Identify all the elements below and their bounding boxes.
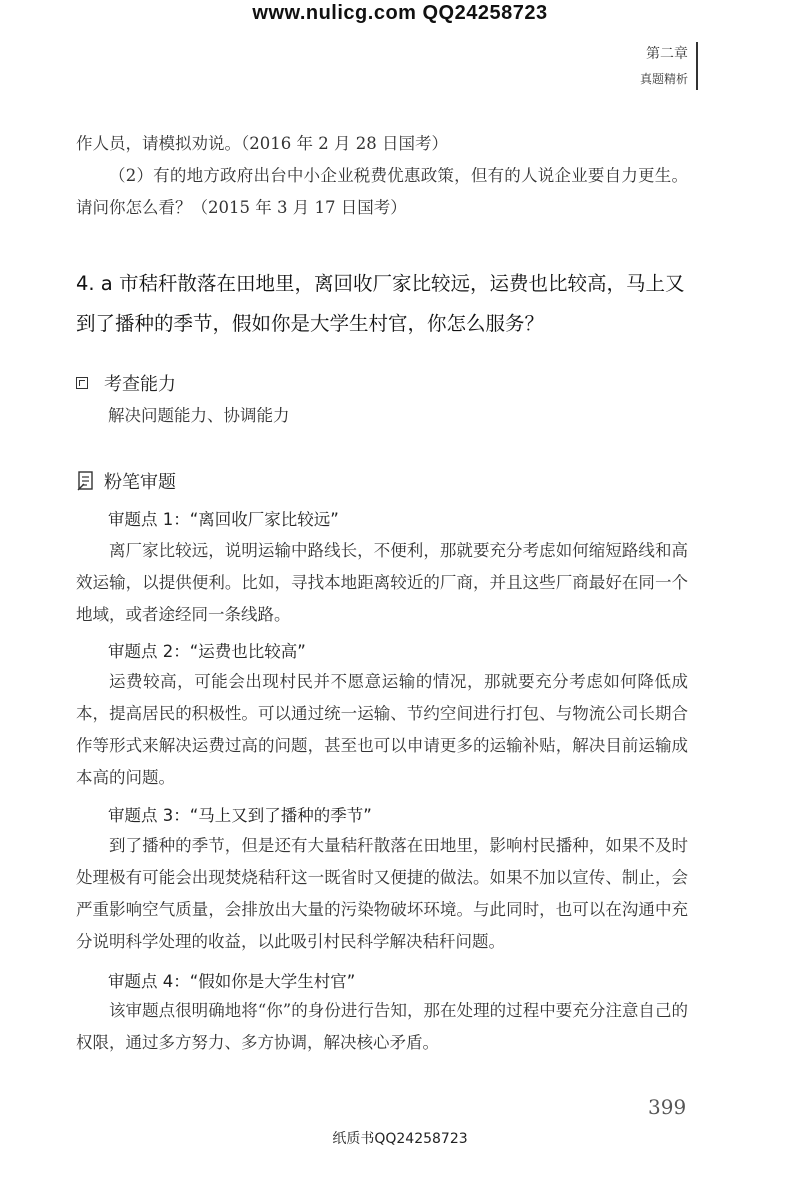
section-box-icon bbox=[76, 377, 88, 389]
intro-paragraph-2: （2）有的地方政府出台中小企业税费优惠政策，但有的人说企业要自力更生。请问你怎么看？（2015 年 3 月 17 日国考） bbox=[76, 166, 688, 217]
bottom-watermark: 纸质书QQ24258723 bbox=[332, 1131, 468, 1147]
review-heading-label: 粉笔审题 bbox=[104, 472, 176, 493]
review-heading bbox=[76, 468, 176, 494]
review-point-title: 审题点 4：“假如你是大学生村官” bbox=[108, 972, 356, 991]
review-point-body: 离厂家比较远，说明运输中路线长，不便利，那就要充分考虑如何缩短路线和高效运输，以提供便利。比如，寻找本地距离较近的厂商，并且这些厂商最好在同一个地域，或者途经同一条线路。 bbox=[76, 541, 688, 624]
review-point-title: 审题点 1：“离回收厂家比较远” bbox=[108, 510, 339, 529]
question-title: 4. a 市秸秆散落在田地里，离回收厂家比较远，运费也比较高，马上又到了播种的季节，假如你是大学生村官，你怎么服务？ bbox=[76, 272, 685, 335]
review-point-title: 审题点 2：“运费也比较高” bbox=[108, 642, 306, 661]
review-point-body: 运费较高，可能会出现村民并不愿意运输的情况，那就要充分考虑如何降低成本，提高居民的积极性。可以通过统一运输、节约空间进行打包、与物流公司长期合作等形式来解决运费过高的问题，甚至也可以申请更多的运输补贴，解决目前运输成本高的问题。 bbox=[76, 672, 688, 787]
chapter-divider bbox=[696, 42, 698, 90]
review-point-title: 审题点 3：“马上又到了播种的季节” bbox=[108, 806, 372, 825]
page-number: 399 bbox=[648, 1095, 687, 1119]
review-point-body: 到了播种的季节，但是还有大量秸秆散落在田地里，影响村民播种，如果不及时处理极有可能会出现焚烧秸秆这一既省时又便捷的做法。如果不加以宣传、制止，会严重影响空气质量，会排放出大量的污染物破坏环境。与此同时，也可以在沟通中充分说明科学处理的收益，以此吸引村民科学解决秸秆问题。 bbox=[76, 836, 688, 951]
top-watermark: www.nulicg.com QQ24258723 bbox=[252, 2, 548, 24]
chapter-subtitle: 真题精析 bbox=[639, 72, 688, 86]
intro-paragraph-1: 作人员，请模拟劝说。（2016 年 2 月 28 日国考） bbox=[76, 134, 448, 153]
chapter-header bbox=[640, 44, 688, 88]
chapter-title: 第二章 bbox=[646, 46, 688, 62]
ability-heading-label: 考查能力 bbox=[104, 374, 176, 395]
pen-note-icon bbox=[76, 470, 96, 492]
review-point-body: 该审题点很明确地将“你”的身份进行告知，那在处理的过程中要充分注意自己的权限，通过多方努力、多方协调，解决核心矛盾。 bbox=[76, 1001, 688, 1052]
ability-heading bbox=[76, 370, 176, 396]
ability-text: 解决问题能力、协调能力 bbox=[108, 406, 290, 425]
